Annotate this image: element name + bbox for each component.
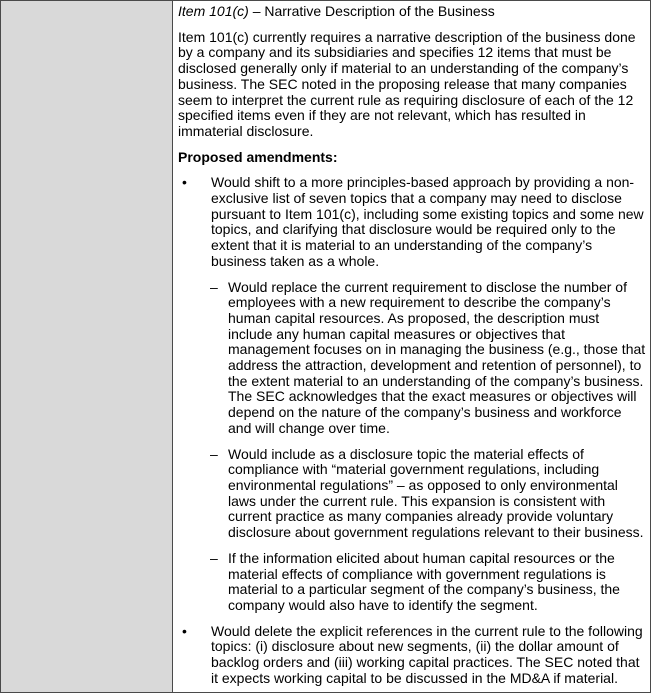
dash-icon: – — [210, 278, 218, 295]
section-title-text: – Narrative Description of the Business — [248, 3, 495, 19]
sub-bullet-text: Would include as a disclosure topic the material effects of compliance with “material government regulations, including environmental regulations” – as opposed to only environmental laws under the current rule. This expansion is consistent with current practice as many companies already provide voluntary disclosure about government regulations relevant to their business. — [228, 445, 644, 541]
dash-icon: – — [210, 445, 218, 462]
sub-bullet-segment-identification — [178, 551, 646, 614]
bullet-item-delete-references — [178, 624, 646, 687]
sub-bullet-human-capital — [178, 280, 646, 437]
dash-icon: – — [210, 549, 218, 566]
bullet-item-principles-based — [178, 175, 646, 269]
sub-bullet-text: If the information elicited about human capital resources or the material effects of compliance with government regulations is material to a particular segment of the company’s business, the company would also have to identify the segment. — [228, 549, 620, 613]
bullet-icon: • — [182, 622, 187, 639]
bullet-item-text: Would delete the explicit references in the current rule to the following topics: (i) disclosure about new segments, (ii) the dollar amount of backlog orders and (iii) working capital practices. The SEC noted that it expects working capital to be discussed in the MD&A if material. — [211, 622, 643, 686]
table-left-empty-cell — [1, 1, 173, 692]
table-content-cell — [173, 1, 650, 692]
sub-bullet-text: Would replace the current requirement to disclose the number of employees with a new requirement to describe the company’s human capital resources. As proposed, the description must include any human capital measures or objectives that management focuses on in managing the business (e.g., those that address the attraction, development and retention of personnel), to the extent material to an understanding of the company’s business. The SEC acknowledges that the exact measures or objectives will depend on the nature of the company’s business and workforce and will change over time. — [228, 278, 646, 436]
proposed-amendments-heading: Proposed amendments: — [178, 148, 338, 165]
sub-bullet-government-regulations — [178, 447, 646, 541]
intro-paragraph: Item 101(c) currently requires a narrative description of the business done by a company and its subsidiaries and specifies 12 items that must be disclosed generally only if material to an understanding of the company’s business. The SEC noted in the proposing release that many companies seem to interpret the current rule as requiring disclosure of each of the 12 specified items even if they are not relevant, which has resulted in immaterial disclosure. — [178, 28, 636, 139]
section-title — [178, 4, 646, 20]
section-title-item-number: Item 101(c) — [178, 3, 249, 19]
bullet-item-text: Would shift to a more principles-based approach by providing a non-exclusive list of seven topics that a company may need to disclose pursuant to Item 101(c), including some existing topics and some new topics, and clarifying that disclosure would be required only to the extent that it is material to an understanding of the company’s business taken as a whole. — [211, 174, 644, 269]
bullet-icon: • — [182, 174, 187, 191]
